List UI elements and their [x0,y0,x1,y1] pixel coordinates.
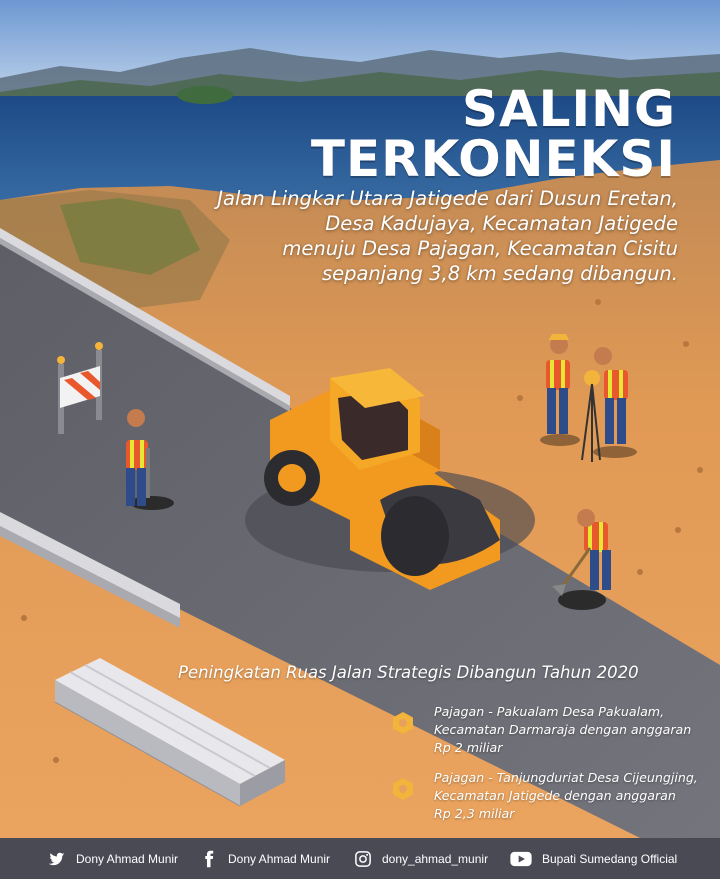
project-item-line: Rp 2 miliar [434,740,503,755]
headline [310,80,676,188]
description-line: sepanjang 3,8 km sedang dibangun. [321,262,678,285]
twitter-link[interactable] [48,838,178,879]
instagram-icon [354,850,372,868]
youtube-icon [510,850,532,868]
hexagon-bullet-icon [392,777,414,801]
project-item-line: Kecamatan Darmaraja dengan anggaran [434,722,692,737]
youtube-label: Bupati Sumedang Official [542,851,678,866]
facebook-icon [200,850,218,868]
description-line: menuju Desa Pajagan, Kecamatan Cisitu [282,237,678,260]
headline-line-2: TERKONEKSI [310,130,676,188]
instagram-link[interactable] [354,838,488,879]
project-item-line: Pajagan - Tanjungduriat Desa Cijeungjing, [434,770,698,785]
social-footer [0,838,720,879]
headline-line-1: SALING [461,80,676,138]
instagram-label: dony_ahmad_munir [382,851,489,866]
description [158,186,678,286]
facebook-link[interactable] [200,838,330,879]
twitter-icon [48,850,66,868]
project-item-text [434,769,714,823]
project-item-line: Pajagan - Pakualam Desa Pakualam, [434,704,665,719]
hexagon-bullet-icon [392,711,414,735]
projects-heading: Peningkatan Ruas Jalan Strategis Dibangun Tahun 2020 [178,663,639,682]
project-item-line: Rp 2,3 miliar [434,806,515,821]
description-line: Desa Kadujaya, Kecamatan Jatigede [325,212,678,235]
twitter-label: Dony Ahmad Munir [76,851,179,866]
project-item-line: Kecamatan Jatigede dengan anggaran [434,788,676,803]
youtube-link[interactable] [510,838,677,879]
project-item-text [434,703,714,757]
facebook-label: Dony Ahmad Munir [228,851,331,866]
description-line: Jalan Lingkar Utara Jatigede dari Dusun Eretan, [217,187,678,210]
